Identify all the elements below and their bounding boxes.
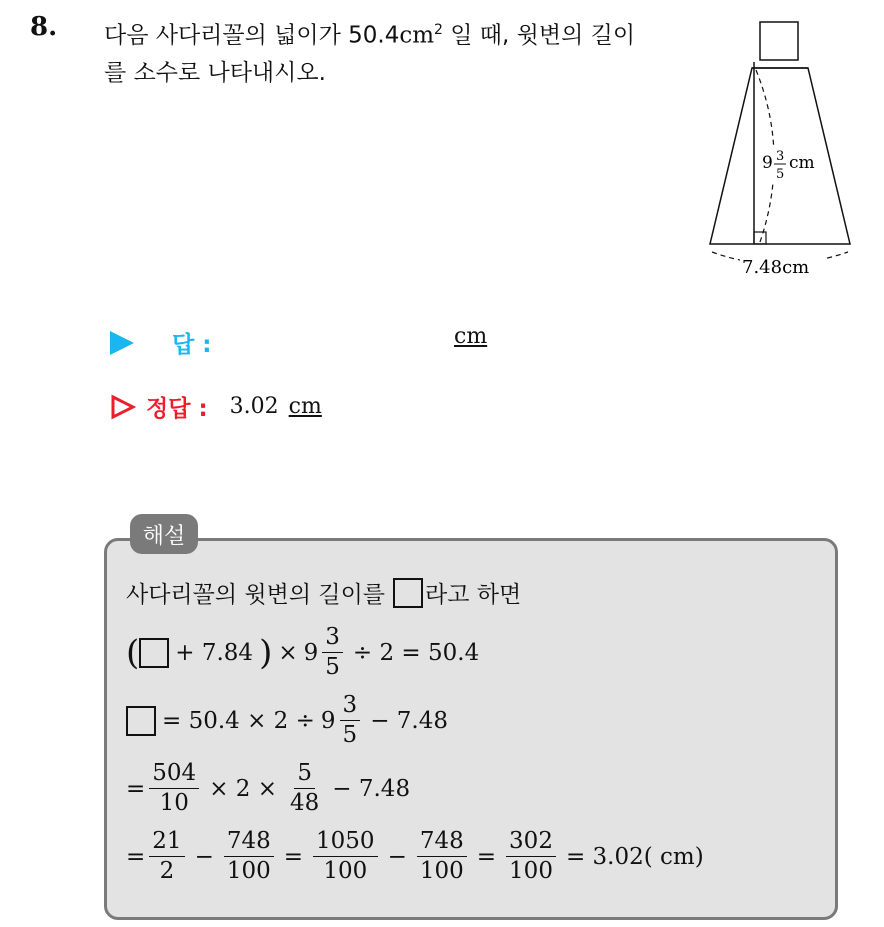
play-triangle-icon: [110, 331, 134, 355]
right-angle-mark: [754, 232, 766, 244]
top-square: [760, 22, 798, 60]
blank-box: [139, 638, 169, 668]
answer-label: 답 :: [172, 332, 212, 358]
trapezoid-figure: [700, 14, 860, 282]
equation-4: = $\frac{21}{2}$ − $\frac{748}{100}$ = $\frac{1050}{100}$ − $\frac{748}{100}$ = $\frac{302}{100}$ = 3.02( cm): [126, 828, 704, 884]
question-text: [104, 12, 635, 92]
blank-box: [126, 706, 156, 736]
question-line-1: 다음 사다리꼴의 넓이가 $50.4cm^2$ 일 때, 윗변의 길이: [104, 22, 636, 49]
answer-unit: cm: [454, 324, 488, 349]
solution-answer-row: [110, 390, 322, 423]
solution-unit: cm: [288, 394, 322, 419]
height-den: 5: [776, 167, 785, 182]
answer-row: [110, 324, 488, 359]
equation-2: = 50.4 × 2 ÷ 9 $\frac{3}{5}$ − 7.48: [126, 694, 454, 747]
height-num: 3: [776, 149, 785, 164]
question-number: 8.: [30, 12, 58, 42]
base-label: 7.48cm: [742, 257, 810, 278]
solution-label: 정답 :: [146, 396, 208, 422]
outline-triangle-icon: [110, 394, 136, 420]
explanation-badge: 해설: [130, 514, 198, 554]
height-unit: cm: [789, 153, 815, 173]
equation-1: ( + 7.84 ) × 9 $\frac{3}{5}$ ÷ 2 = 50.4: [126, 624, 480, 680]
solution-value: 3.02: [229, 394, 279, 419]
height-whole: 9: [762, 153, 773, 173]
explanation-line-1: 사다리꼴의 윗변의 길이를 라고 하면: [126, 576, 521, 609]
blank-box: [393, 578, 423, 608]
question-line-2: 를 소수로 나타내시오.: [104, 59, 326, 86]
equation-3: = $\frac{504}{10}$ × 2 × $\frac{5}{48}$ − 7.48: [126, 760, 411, 816]
